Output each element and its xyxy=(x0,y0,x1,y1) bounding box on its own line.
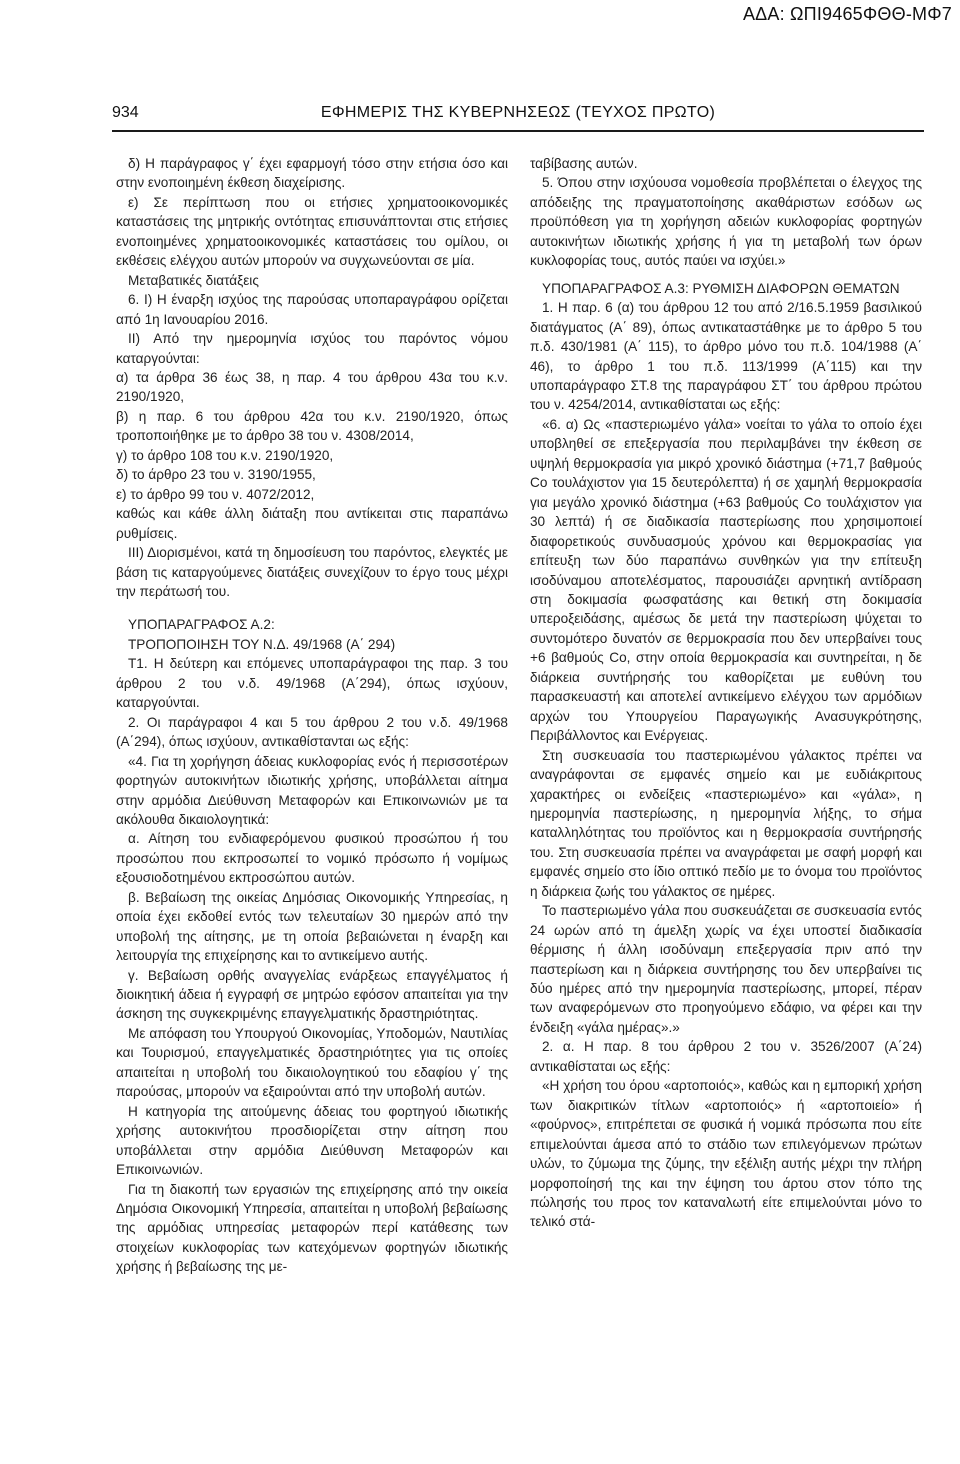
list-item: β) η παρ. 6 του άρθρου 42α του κ.ν. 2190/1920, όπως τροποποιήθηκε με το άρθρο 38 του ν. 4308/2014, xyxy=(116,408,508,444)
subparagraph-heading: ΥΠΟΠΑΡΑΓΡΑΦΟΣ Α.2: xyxy=(128,617,275,633)
paragraph: Στη συσκευασία του παστεριωμένου γάλακτος πρέπει να αναγράφονται σε εμφανές σημείο και με ευδιάκριτους χαρακτήρες οι ενδείξεις «παστεριωμένο» και «γάλα», η ημερομηνία παστερίωσης, η ημερομηνία λήξης, το σήμα καταλληλότητας του προϊόντος και η θερμοκρασία συντήρησής του. Στη συσκευασία πρέπει να αναγράφεται με σαφή μορφή και εμφανές σημείο στο ίδιο οπτικό πεδίο με το όνομα του προϊόντος η διάρκεια ζωής του γάλακτος σε ημέρες. xyxy=(530,747,922,899)
paragraph: 2. Οι παράγραφοι 4 και 5 του άρθρου 2 του ν.δ. 49/1968 (Α΄294), όπως ισχύουν, αντικαθίστανται ως εξής: xyxy=(116,714,508,750)
paragraph: Η κατηγορία της αιτούμενης άδειας του φορτηγού ιδιωτικής χρήσης αυτοκινήτου προσδιορίζεται στην αίτηση που υποβάλλεται στην αρμόδια Διεύθυνση Μεταφορών και Επικοινωνιών. xyxy=(116,1103,508,1178)
paragraph: ΙΙ) Από την ημερομηνία ισχύος του παρόντος νόμου καταργούνται: xyxy=(116,331,508,366)
section-heading: Μεταβατικές διατάξεις xyxy=(128,272,259,288)
paragraph: «4. Για τη χορήγηση άδειας κυκλοφορίας ενός ή περισσοτέρων φορτηγών αυτοκινήτων ιδιωτικής χρήσης, υποβάλλεται αίτημα στην αρμόδια Διεύθυνση Μεταφορών και Επικοινωνιών με τα ακόλουθα δικαιολογητικά: xyxy=(116,753,508,827)
paragraph: 6. Ι) Η έναρξη ισχύος της παρούσας υποπαραγράφου ορίζεται από 1η Ιανουαρίου 2016. xyxy=(116,292,508,327)
list-item: α) τα άρθρα 36 έως 38, η παρ. 4 του άρθρου 43α του κ.ν. 2190/1920, xyxy=(116,369,508,405)
gazette-title: ΕΦΗΜΕΡΙΣ ΤΗΣ ΚΥΒΕΡΝΗΣΕΩΣ (ΤΕΥΧΟΣ ΠΡΩΤΟ) xyxy=(320,104,716,121)
paragraph: α. Αίτηση του ενδιαφερόμενου φυσικού προσώπου ή του προσώπου που εκπροσωπεί το νομικό πρόσωπο ή νομίμως εξουσιοδοτημένου εκπροσώπου αυτών. xyxy=(116,831,508,886)
page-header xyxy=(112,104,924,128)
paragraph: 5. Όπου στην ισχύουσα νομοθεσία προβλέπεται ο έλεγχος της απόδειξης της πραγματοποίησης ακαθάριστων εσόδων ως προϋπόθεση για τη χορήγηση αδειών κυκλοφορίας φορτηγών αυτοκινήτων ιδιωτικής χρήσης ή για τη μεταβολή των όρων κυκλοφορίας τους, αυτός παύει να ισχύει.» xyxy=(530,175,922,269)
page-number: 934 xyxy=(112,104,139,121)
subparagraph-title: ΤΡΟΠΟΠΟΙΗΣΗ ΤΟΥ Ν.Δ. 49/1968 (Α΄ 294) xyxy=(128,636,396,652)
paragraph: 1. Η παρ. 6 (α) του άρθρου 12 του από 2/16.5.1959 βασιλικού διατάγματος (Α΄ 89), όπως αντικαταστάθηκε με το άρθρο 5 του π.δ. 430/1981 (Α΄ 115), το άρθρο μόνο του π.δ. 104/1988 (Α΄ 46), το άρθρο 1 του π.δ. 113/1999 (Α΄115) και την υποπαράγραφο ΣΤ.8 της παραγράφου ΣΤ΄ του άρθρου πρώτου του ν. 4254/2014, αντικαθίσταται ως εξής: xyxy=(530,300,922,413)
paragraph: Με απόφαση του Υπουργού Οικονομίας, Υποδομών, Ναυτιλίας και Τουρισμού, επαγγελματικές δραστηριότητες για τις οποίες απαιτείται η υποβολή του δικαιολογητικού του εδαφίου γ΄ της παρούσας, μπορούν να εξαιρούνται από την υποβολή αυτών. xyxy=(116,1025,508,1100)
paragraph: β. Βεβαίωση της οικείας Δημόσιας Οικονομικής Υπηρεσίας, η οποία έχει εκδοθεί εντός των τελευταίων 30 ημερών από την υποβολή της αίτησης, με τη οποία βεβαιώνεται η έναρξη και λειτουργία της επιχείρησης και το αντικείμενο αυτής. xyxy=(116,889,508,964)
left-column xyxy=(116,154,508,1277)
paragraph: γ. Βεβαίωση ορθής αναγγελίας ενάρξεως επαγγέλματος ή διοικητική άδεια ή εγγραφή σε μητρώο εφόσον απαιτείται για την άσκηση της συγκεκριμένης επαγγελματικής δραστηριότητας. xyxy=(116,967,508,1022)
subparagraph-heading: ΥΠΟΠΑΡΑΓΡΑΦΟΣ Α.3: ΡΥΘΜΙΣΗ ΔΙΑΦΟΡΩΝ ΘΕΜΑΤΩΝ xyxy=(542,280,900,296)
paragraph: ε) Σε περίπτωση που οι ετήσιες χρηματοοικονομικές καταστάσεις της μητρικής οντότητας επισυνάπτονται στις ετήσιες ενοποιημένες χρηματοοικονομικές καταστάσεις του ομίλου, οι εκθέσεις ελέγχου αυτών μπορούν να συγχωνεύονται σε μία. xyxy=(116,194,508,269)
paragraph: Για τη διακοπή των εργασιών της επιχείρησης από την οικεία Δημόσια Οικονομική Υπηρεσία, απαιτείται η υποβολή βεβαίωσης της αρμόδιας υπηρεσίας μεταφορών περί κατάθεσης των στοιχείων κυκλοφορίας των κατεχόμενων φορτηγών ιδιωτικής χρήσης ή βεβαίωσης της με- xyxy=(116,1181,508,1275)
list-item: ε) το άρθρο 99 του ν. 4072/2012, xyxy=(116,486,315,502)
paragraph: «Η χρήση του όρου «αρτοποιός», καθώς και η εμπορική χρήση των διακριτικών τίτλων «αρτοποιός» ή «αρτοποιείο» ή «φούρνος», επιτρέπεται σε φυσικά ή νομικά πρόσωπα που είτε επιμελούνται άμεσα από το στάδιο των επιλεγόμενων πρώτων υλών, το ζύμωμα της ζύμης, την εξέλιξη αυτής μέχρι την πλήρη μορφοποίησή της και την έψηση του άρτου στον τόπο της πώλησής του προς τον καταναλωτή είτε επιμελούνται μόνο το τελικό στά- xyxy=(530,1078,922,1230)
list-item: δ) το άρθρο 23 του ν. 3190/1955, xyxy=(116,467,316,483)
header-rule xyxy=(112,130,924,132)
paragraph: «6. α) Ως «παστεριωμένο γάλα» νοείται το γάλα το οποίο έχει υποβληθεί σε επεξεργασία που περιλαμβάνει την έκθεση σε υψηλή θερμοκρασία για μικρό χρονικό διάστημα (+71,7 βαθμούς Co τουλάχιστον για 15 δευτερόλεπτα) ή σε χαμηλή θερμοκρασία για μεγάλο χρονικό διάστημα (+63 βαθμούς Co τουλάχιστον για 30 λεπτά) ή σε διαδικασία παστερίωσης που χρησιμοποιεί διαφορετικούς συνδυασμούς χρόνου και θερμοκρασίας για επίτευξη των δύο παραπάνω συνθηκών για την επίτευξη ισοδύναμου αποτελέσματος, παρουσιάζει αρνητική αντίδραση στη δοκιμασία φωσφατάσης και θετική στη δοκιμασία υπεροξειδάσης, αμέσως δε μετά την παστερίωση ψύχεται το συντομότερο δυνατόν σε θερμοκρασία που δεν υπερβαίνει τους +6 βαθμούς Co, στην οποία θερμοκρασία και συντηρείται, η δε διάρκεια συντήρησής του καθορίζεται με ευθύνη του παρασκευαστή και αποτελεί αντικείμενο ελέγχου των αρμόδιων αρχών του Υπουργείου Παραγωγικής Ανασυγκρότησης, Περιβάλλοντος και Ενέργειας. xyxy=(530,416,922,744)
paragraph: Τ1. Η δεύτερη και επόμενες υποπαράγραφοι της παρ. 3 του άρθρου 2 του ν.δ. 49/1968 (Α΄294), όπως ισχύουν, καταργούνται. xyxy=(116,656,508,711)
paragraph: ταβίβασης αυτών. xyxy=(530,156,638,171)
paragraph: δ) Η παράγραφος γ΄ έχει εφαρμογή τόσο στην ετήσια όσο και στην ενοποιημένη έκθεση διαχείρισης. xyxy=(116,156,508,191)
list-item: γ) το άρθρο 108 του κ.ν. 2190/1920, xyxy=(116,447,334,463)
paragraph: Το παστεριωμένο γάλα που συσκευάζεται σε συσκευασία εντός 24 ωρών από τη άμελξη χωρίς να έχει υποστεί διαδικασία θέρμισης ή άλλη ισοδύναμη επεξεργασία πριν από την παστερίωση και η διάρκεια συντήρησης του δεν υπερβαίνει τις δύο ημέρες από την ημερομηνία παστερίωσης, μπορεί, πέραν των αναφερόμενων στο προηγούμενο εδάφιο, να φέρει και την ένδειξη «γάλα ημέρας».» xyxy=(530,903,922,1035)
ada-code: ΑΔΑ: ΩΠΙ9465ΦΘΘ-ΜΦ7 xyxy=(742,4,952,24)
right-column xyxy=(530,154,922,1232)
paragraph: 2. α. Η παρ. 8 του άρθρου 2 του ν. 3526/2007 (Α΄24) αντικαθίσταται ως εξής: xyxy=(530,1039,922,1074)
paragraph: καθώς και κάθε άλλη διάταξη που αντίκειται στις παραπάνω ρυθμίσεις. xyxy=(116,506,508,541)
paragraph: ΙΙΙ) Διορισμένοι, κατά τη δημοσίευση του παρόντος, ελεγκτές με βάση τις καταργούμενες διατάξεις συνεχίζουν το έργο τους μέχρι την περάτωσή του. xyxy=(116,545,508,599)
spacer xyxy=(530,271,922,279)
